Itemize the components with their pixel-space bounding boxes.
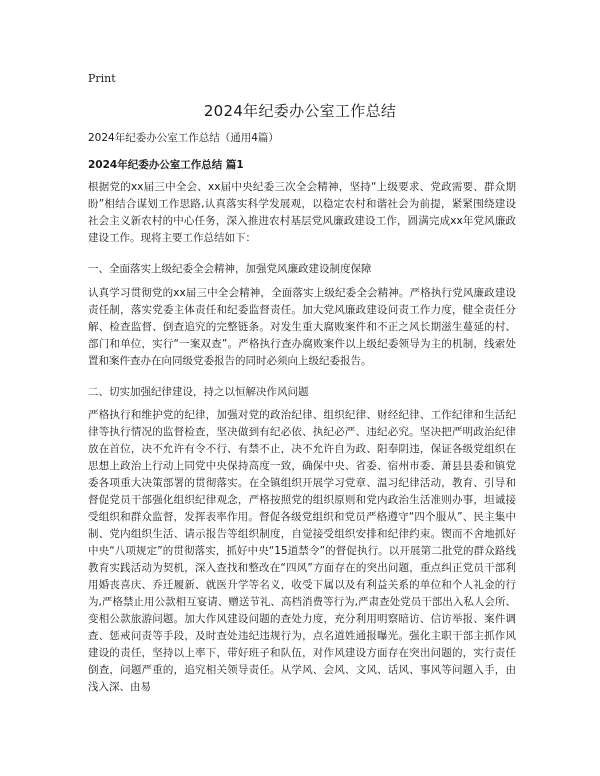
- paragraph-1: 根据党的xx届三中全会、xx届中央纪委三次全会精神，坚持“上级要求、党政需要、群众期盼”相结合谋划工作思路,认真落实科学发展观，以稳定农村和谐社会为前提，紧紧围绕建设社会主义新农村的中心任务，深入推进农村基层党风廉政建设工作，圆满完成xx年党风廉政建设工作。现将主要工作总结如下：: [88, 181, 516, 244]
- heading-2: 二、切实加强纪律建设，持之以恒解决作风问题: [88, 386, 309, 398]
- print-link[interactable]: Print: [88, 72, 116, 85]
- document-subtitle: 2024年纪委办公室工作总结（通用4篇）: [88, 132, 279, 144]
- paragraph-3: 严格执行和维护党的纪律，加强对党的政治纪律、组织纪律、财经纪律、工作纪律和生活纪律等执行情况的监督检查，坚决做到有纪必依、执纪必严、违纪必究。坚决把严明政治纪律放在首位，决不允许有令不行、有禁不止，决不允许自为政、阳奉阴违，保证各级党组织在思想上政治上行动上同党中央保持高度一致，确保中央、省委、宿州市委、萧县县委和镇党委各项重大决策部署的贯彻落实。在全镇组织开展学习党章、温习纪律活动，教育、引导和督促党员干部强化组织纪律观念，严格按照党的组织原则和党内政治生活准则办事，坦诚接受组织和群众监督，发挥表率作用。督促各级党组织和党员严格遵守“四个服从”、民主集中制、党内组织生活、请示报告等组织制度，自觉接受组织安排和纪律约束。锲而不舍地抓好中央“八项规定”的贯彻落实，抓好中央“15道禁令”的督促执行。以开展第二批党的群众路线教育实践活动为契机，深入查找和整改在“四风”方面存在的突出问题，重点纠正党员干部利用婚丧喜庆、乔迁履新、就医升学等名义，收受下属以及有利益关系的单位和个人礼金的行为,严格禁止用公款相互宴请、赠送节礼、高档消费等行为,严肃查处党员干部出入私人会所、变相公款旅游问题。加大作风建设问题的查处力度，充分利用明察暗访、信访举报、案件调查、惩戒问责等手段，及时查处违纪违规行为，点名道姓通报曝光。强化主职干部主抓作风建设的责任，坚持以上率下，带好班子和队伍，对作风建设方面存在突出问题的，实行责任倒查，问题严重的，追究相关领导责任。从学风、会风、文风、话风、事风等问题入手，由浅入深、由易: [88, 409, 516, 693]
- section-title: 2024年纪委办公室工作总结 篇1: [88, 159, 244, 171]
- document-title: 2024年纪委办公室工作总结: [203, 102, 397, 120]
- paragraph-2: 认真学习贯彻党的xx届三中全会精神，全面落实上级纪委全会精神。严格执行党风廉政建设责任制，落实党委主体责任和纪委监督责任。加大党风廉政建设问责工作力度，健全责任分解、检查监督、倒查追究的完整链条。对发生重大腐败案件和不正之风长期滋生蔓延的村、部门和单位，实行“一案双查”。严格执行查办腐败案件以上级纪委领导为主的机制，线索处置和案件查办在向同级党委报告的同时必须向上级纪委报告。: [88, 287, 516, 367]
- heading-1: 一、全面落实上级纪委全会精神，加强党风廉政建设制度保障: [88, 263, 372, 275]
